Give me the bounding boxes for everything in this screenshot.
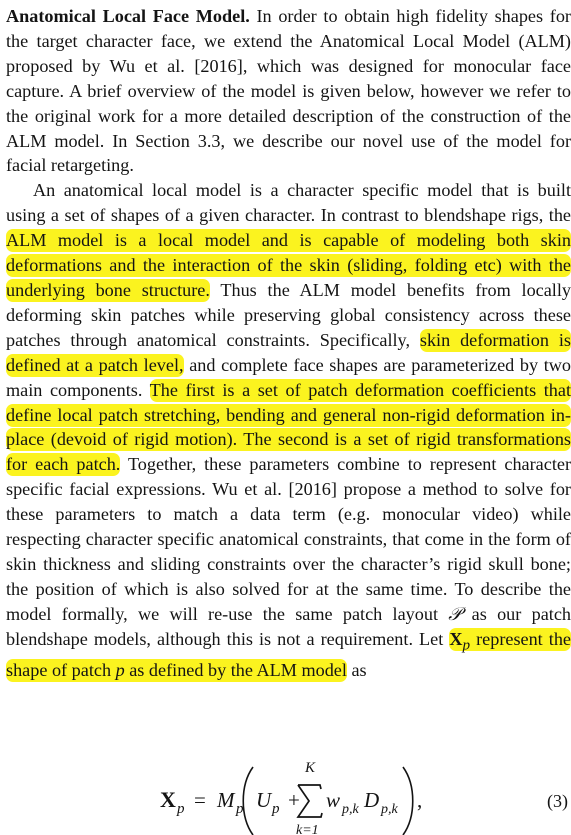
eq-summation-sign (298, 785, 322, 817)
equation-svg (0, 755, 571, 835)
eq-M: M (217, 788, 235, 812)
paragraph-text: as (346, 660, 367, 681)
paragraph-2 (6, 178, 571, 683)
eq-right-paren (403, 767, 413, 835)
eq-D: D (364, 788, 380, 812)
paragraph-text: Thus the ALM model benefits from locally deforming skin patches while preserving global consistency across these patches through anatomical constraints. Specifically, (6, 279, 571, 350)
paragraph-text: as our patch blendshape models, although this is not a requirement. Let (6, 603, 571, 649)
paragraph-text: and complete face shapes are parameterized by two main components. (6, 354, 571, 400)
highlight-rest: represent the shape of patch (6, 628, 571, 681)
eq-equals: = (194, 788, 206, 812)
paragraph-text: In order to obtain high fidelity shapes for the target character face, we extend the Anatomical Local Model (ALM) proposed by Wu et al. [2016], which was designed for monocular face capture. A brief overview of the model is given below, however we refer to the original work for a more detailed description of the construction of the ALM model. In Section 3.3, we describe our novel use of the model for facial retargeting. (6, 6, 571, 176)
eq-U-sub: p (272, 801, 280, 817)
eq-w-sub: p,k (342, 802, 359, 817)
eq-U: U (256, 788, 272, 812)
eq-plus: + (288, 788, 300, 812)
patch-layout-symbol: 𝒫 (448, 603, 462, 624)
patch-variable: p (115, 660, 125, 681)
eq-D-sub: p,k (381, 802, 398, 817)
eq-left-paren (243, 767, 253, 835)
paragraph-text: Together, these parameters combine to represent character specific facial expressions. Wu et al. [2016] propose a method to solve for these parameters to match a data term (e.g. monocular video) while respecting character specific anatomical constraints, that come in the form of skin thickness and sliding constraints over the character’s rigid skull bone; the position of which is also solved for at the same time. To describe the model formally, we will re-use the same patch layout (6, 454, 571, 624)
xp-subscript: p (462, 636, 471, 654)
eq-w: w (326, 788, 341, 812)
paragraph-text: An anatomical local model is a character specific model that is built using a set of shapes of a given character. In contrast to blendshape rigs, the (6, 180, 571, 226)
highlighted-text[interactable]: skin deformation is defined at a patch level, (6, 329, 571, 375)
highlighted-text[interactable]: ALM model is a local model and is capable of modeling both skin deformations and the interaction of the skin (sliding, folding etc) with the underlying bone structure. (6, 230, 571, 300)
equation-number: (3) (547, 791, 568, 811)
highlighted-text[interactable]: The first is a set of patch deformation coefficients that define local patch stretching, bending and general non-rigid deformation in-place (devoid of rigid motion). The second is a set of rigid transformations for each patch. (6, 379, 571, 475)
section-heading: Anatomical Local Face Model. (6, 6, 250, 26)
paragraph-1 (6, 4, 571, 178)
eq-sum-upper: K (305, 760, 316, 776)
highlight-rest: as defined by the ALM model (124, 660, 347, 681)
equation-3 (0, 755, 571, 835)
eq-comma: , (417, 788, 423, 812)
eq-M-sub: p (236, 801, 244, 817)
eq-lhs-sub: p (177, 801, 185, 817)
xp-symbol: X (449, 628, 463, 649)
eq-lhs: X (160, 787, 176, 812)
eq-sum-lower: k=1 (296, 823, 319, 835)
paper-body (6, 4, 571, 683)
